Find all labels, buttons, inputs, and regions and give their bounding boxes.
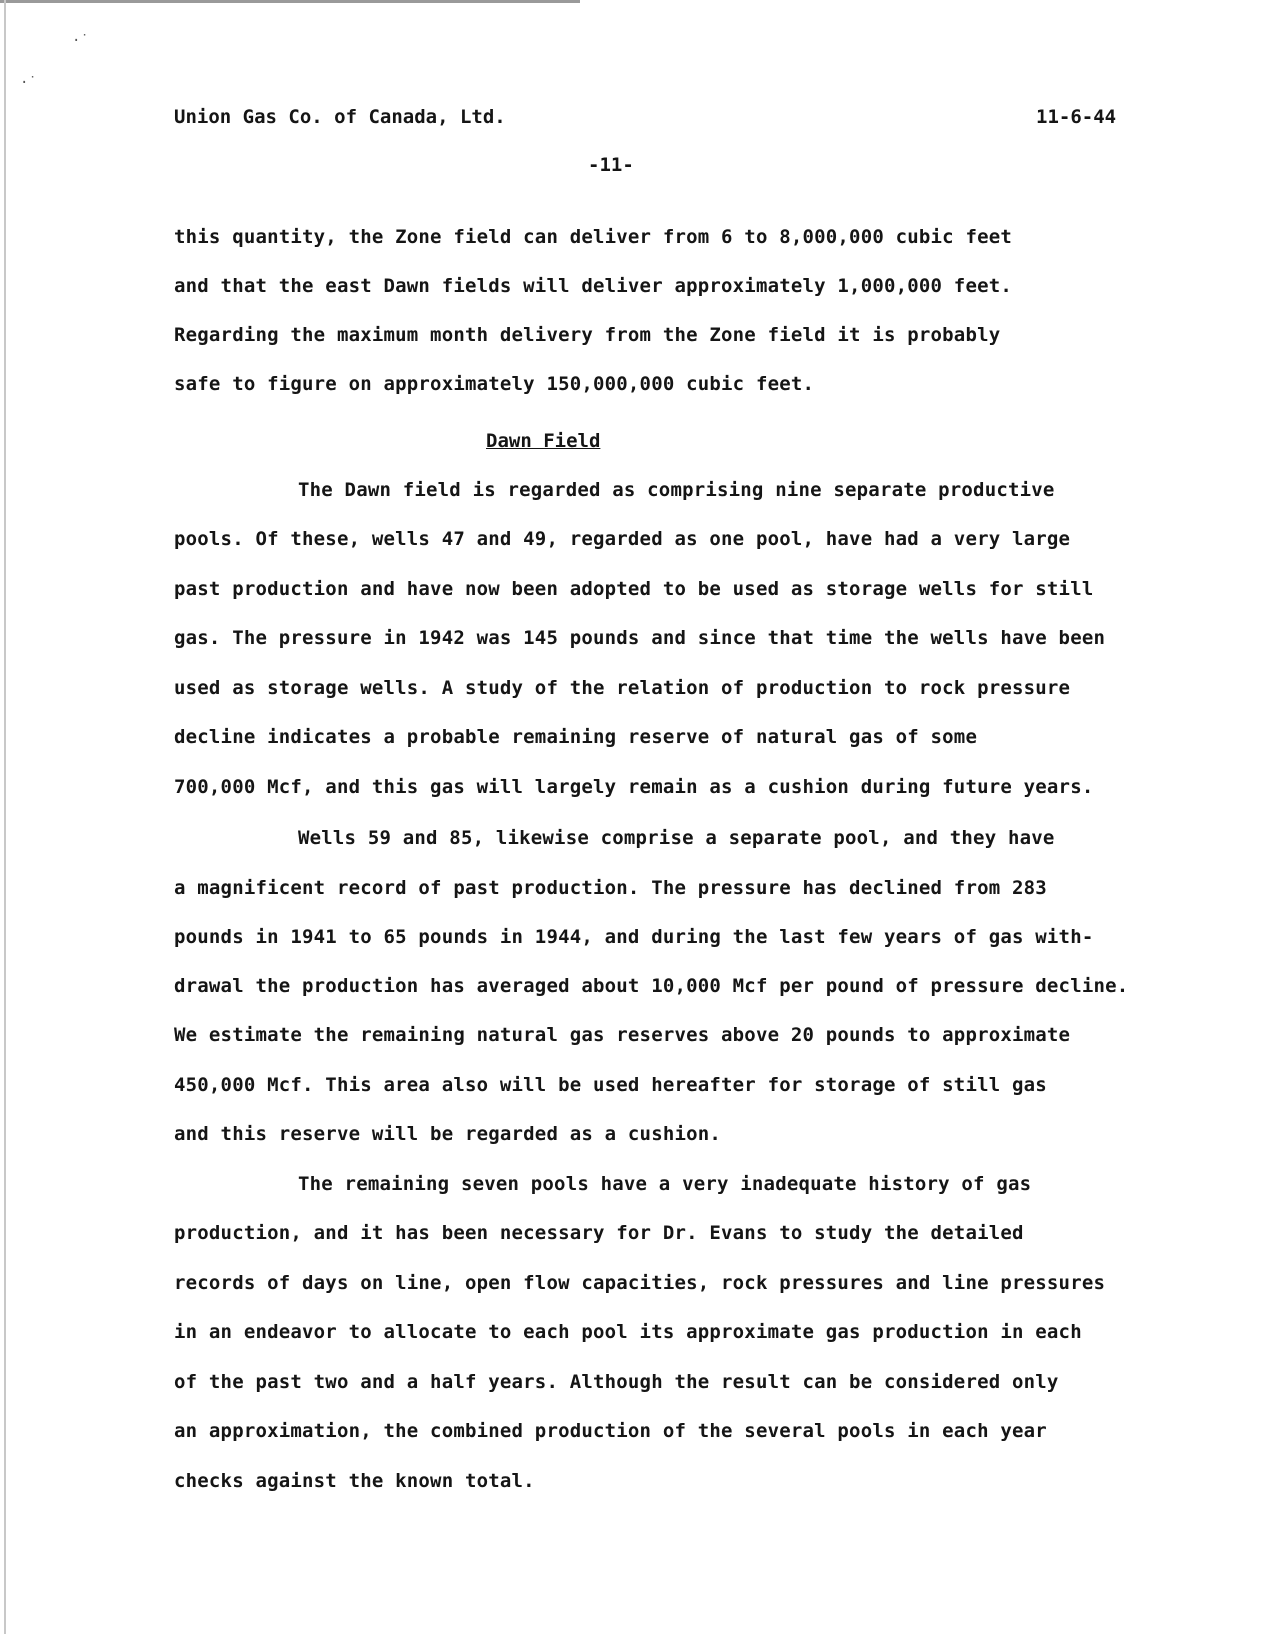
text-line: 700,000 Mcf, and this gas will largely remain as a cushion during future years. xyxy=(174,776,1094,798)
text-line: of the past two and a half years. Although the result can be considered only xyxy=(174,1371,1059,1393)
text-line: an approximation, the combined production of the several pools in each year xyxy=(174,1420,1047,1442)
text-line: this quantity, the Zone field can deliver from 6 to 8,000,000 cubic feet xyxy=(174,226,1013,248)
scan-edge-left xyxy=(4,0,6,1634)
scan-edge-top xyxy=(0,0,580,3)
text-line: pools. Of these, wells 47 and 49, regarded as one pool, have had a very large xyxy=(174,528,1071,550)
company-name: Union Gas Co. of Canada, Ltd. xyxy=(174,106,506,128)
section-heading: Dawn Field xyxy=(486,430,601,452)
text-line: a magnificent record of past production. The pressure has declined from 283 xyxy=(174,877,1047,899)
scan-speck: ·˙ xyxy=(72,33,89,49)
text-line: production, and it has been necessary for Dr. Evans to study the detailed xyxy=(174,1222,1024,1244)
text-line: The Dawn field is regarded as comprising nine separate productive xyxy=(298,479,1055,501)
text-line: past production and have now been adopted to be used as storage wells for still xyxy=(174,578,1094,600)
text-line: checks against the known total. xyxy=(174,1470,535,1492)
text-line: and this reserve will be regarded as a cushion. xyxy=(174,1123,722,1145)
text-line: We estimate the remaining natural gas reserves above 20 pounds to approximate xyxy=(174,1024,1071,1046)
text-line: Regarding the maximum month delivery from the Zone field it is probably xyxy=(174,324,1001,346)
text-line: The remaining seven pools have a very inadequate history of gas xyxy=(298,1173,1032,1195)
text-line: and that the east Dawn fields will deliver approximately 1,000,000 feet. xyxy=(174,275,1013,297)
text-line: gas. The pressure in 1942 was 145 pounds and since that time the wells have been xyxy=(174,627,1106,649)
text-line: drawal the production has averaged about 10,000 Mcf per pound of pressure decline. xyxy=(174,975,1129,997)
text-line: decline indicates a probable remaining reserve of natural gas of some xyxy=(174,726,978,748)
text-line: Wells 59 and 85, likewise comprise a separate pool, and they have xyxy=(298,827,1055,849)
page-number: -11- xyxy=(588,154,634,176)
text-line: in an endeavor to allocate to each pool its approximate gas production in each xyxy=(174,1321,1082,1343)
text-line: records of days on line, open flow capacities, rock pressures and line pressures xyxy=(174,1272,1106,1294)
text-line: safe to figure on approximately 150,000,000 cubic feet. xyxy=(174,373,815,395)
document-date: 11-6-44 xyxy=(1036,106,1117,128)
text-line: used as storage wells. A study of the relation of production to rock pressure xyxy=(174,677,1071,699)
scan-speck: ·˙ xyxy=(20,75,37,91)
text-line: 450,000 Mcf. This area also will be used hereafter for storage of still gas xyxy=(174,1074,1047,1096)
text-line: pounds in 1941 to 65 pounds in 1944, and during the last few years of gas with- xyxy=(174,926,1094,948)
